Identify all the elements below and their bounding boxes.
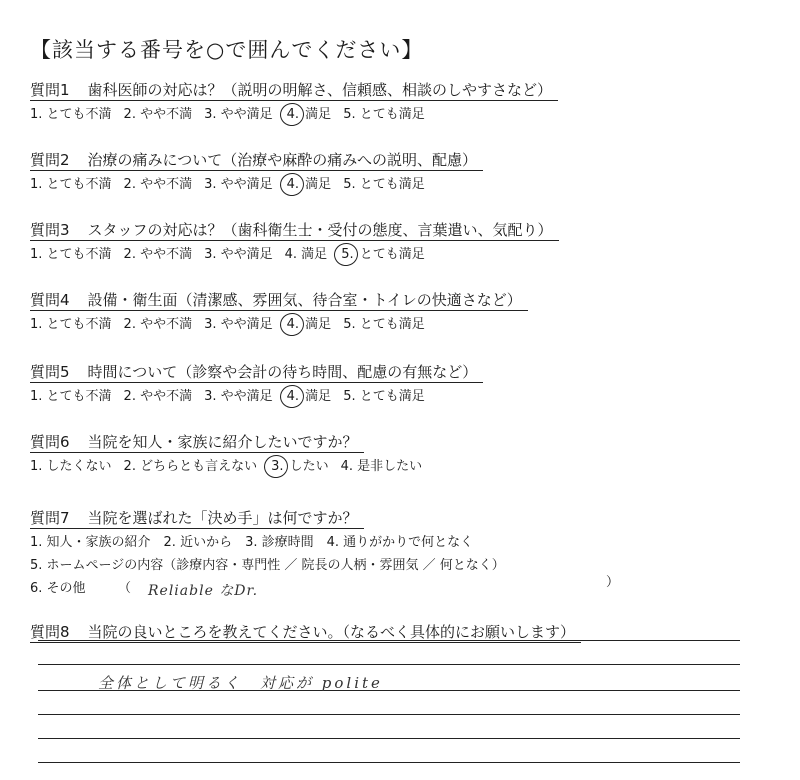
question-number: 質問4 [30,291,70,309]
option[interactable]: 3. やや満足 [204,317,273,332]
answer-line [38,738,740,739]
option[interactable]: 2. どちらとも言えない [123,459,258,474]
option[interactable]: 2. やや不満 [123,107,193,122]
option[interactable]: 3. やや満足 [204,389,273,404]
option[interactable]: 2. やや不満 [123,389,193,404]
question-7-options-row2[interactable]: 5. ホームページの内容（診療内容・専門性 ／ 院長の人柄・雰囲気 ／ 何となく） [30,558,505,573]
option-label: 満足 [301,389,332,404]
question-5-title [30,362,483,383]
question-4 [30,290,770,334]
option-label: 満足 [301,317,332,332]
option[interactable]: 1. とても不満 [30,247,112,262]
option-selected[interactable] [285,316,332,334]
answer-line [38,714,740,715]
question-number: 質問2 [30,151,70,169]
question-number: 質問6 [30,433,70,451]
option-selected[interactable] [285,388,332,406]
options-row [30,106,770,124]
question-number: 質問3 [30,221,70,239]
question-8-text: 当院の良いところを教えてください。（なるべく具体的にお願いします） [87,623,576,641]
circled-number: 5. [341,247,354,262]
options-row [30,176,770,194]
question-8-number: 質問8 [30,623,70,641]
circled-number: 3. [271,459,284,474]
circled-number: 4. [286,317,300,332]
options-row [30,388,770,406]
question-text: 治療の痛みについて（治療や麻酔の痛みへの説明、配慮） [87,151,477,169]
option[interactable]: 4. 満足 [284,247,328,262]
question-5 [30,362,770,406]
question-6 [30,432,770,476]
question-text: 当院を知人・家族に紹介したいですか？ [87,433,358,451]
question-text: スタッフの対応は？（歯科衛生士・受付の態度、言葉遣い、気配り） [87,221,553,239]
other-handwritten-answer[interactable]: Reliable なDr. [148,583,259,599]
question-text: 歯科医師の対応は？（説明の明解さ、信頼感、相談のしやすさなど） [87,81,552,99]
option[interactable]: 5. とても満足 [343,177,425,192]
question-3 [30,220,770,264]
other-paren-close: ） [606,575,620,590]
option-label: とても満足 [355,247,425,262]
other-paren-open: （ [118,581,132,596]
option[interactable]: 3. やや満足 [204,247,273,262]
answer-line [38,664,740,665]
option-selected[interactable] [269,458,329,476]
question-4-title [30,290,528,311]
question-7-title [30,508,364,529]
page-title: 【該当する番号を○で囲んでください】 [30,38,424,62]
option[interactable]: 5. とても満足 [343,317,425,332]
option[interactable]: 2. やや不満 [123,317,193,332]
question-1 [30,80,770,124]
option[interactable]: 3. やや満足 [204,177,273,192]
option-selected[interactable] [285,176,332,194]
question-text: 時間について（診察や会計の待ち時間、配慮の有無など） [87,363,478,381]
option[interactable]: 2. やや不満 [123,177,193,192]
question-3-title [30,220,559,241]
options-row [30,246,770,264]
option-label: したい [285,459,329,474]
circled-number: 4. [286,107,300,122]
option[interactable]: 5. とても満足 [343,107,425,122]
option[interactable]: 1. とても不満 [30,317,112,332]
option-label: 満足 [301,107,332,122]
circled-number: 4. [286,177,300,192]
circled-number: 4. [286,389,300,404]
question-7-options-row1[interactable]: 1. 知人・家族の紹介 2. 近いから 3. 診療時間 4. 通りがかりで何となく [30,535,474,550]
option-label: 満足 [301,177,332,192]
question-number: 質問5 [30,363,70,381]
option[interactable]: 5. とても満足 [343,389,425,404]
option[interactable]: 1. とても不満 [30,389,112,404]
option-selected[interactable] [285,106,332,124]
option-selected[interactable] [339,246,425,264]
question-6-title [30,432,364,453]
question-7-other-label: 6. その他 [30,581,86,596]
option[interactable]: 2. やや不満 [123,247,193,262]
options-row [30,316,770,334]
question-2 [30,150,770,194]
question-1-title [30,80,558,101]
option[interactable]: 3. やや満足 [204,107,273,122]
question-2-title [30,150,483,171]
option[interactable]: 1. とても不満 [30,107,112,122]
option[interactable]: 1. したくない [30,459,112,474]
answer-line [38,762,740,763]
question-7-text: 当院を選ばれた「決め手」は何ですか？ [87,509,358,527]
answer-line [38,640,740,641]
option[interactable]: 1. とても不満 [30,177,112,192]
options-row [30,458,770,476]
question-number: 質問1 [30,81,70,99]
question-7-other-row[interactable] [30,575,770,600]
question-text: 設備・衛生面（清潔感、雰囲気、待合室・トイレの快適さなど） [87,291,522,309]
question-7 [30,508,770,600]
question-8-handwritten-answer[interactable]: 全体として明るく 対応が polite [98,674,383,692]
option[interactable]: 4. 是非したい [340,459,423,474]
question-7-number: 質問7 [30,509,70,527]
